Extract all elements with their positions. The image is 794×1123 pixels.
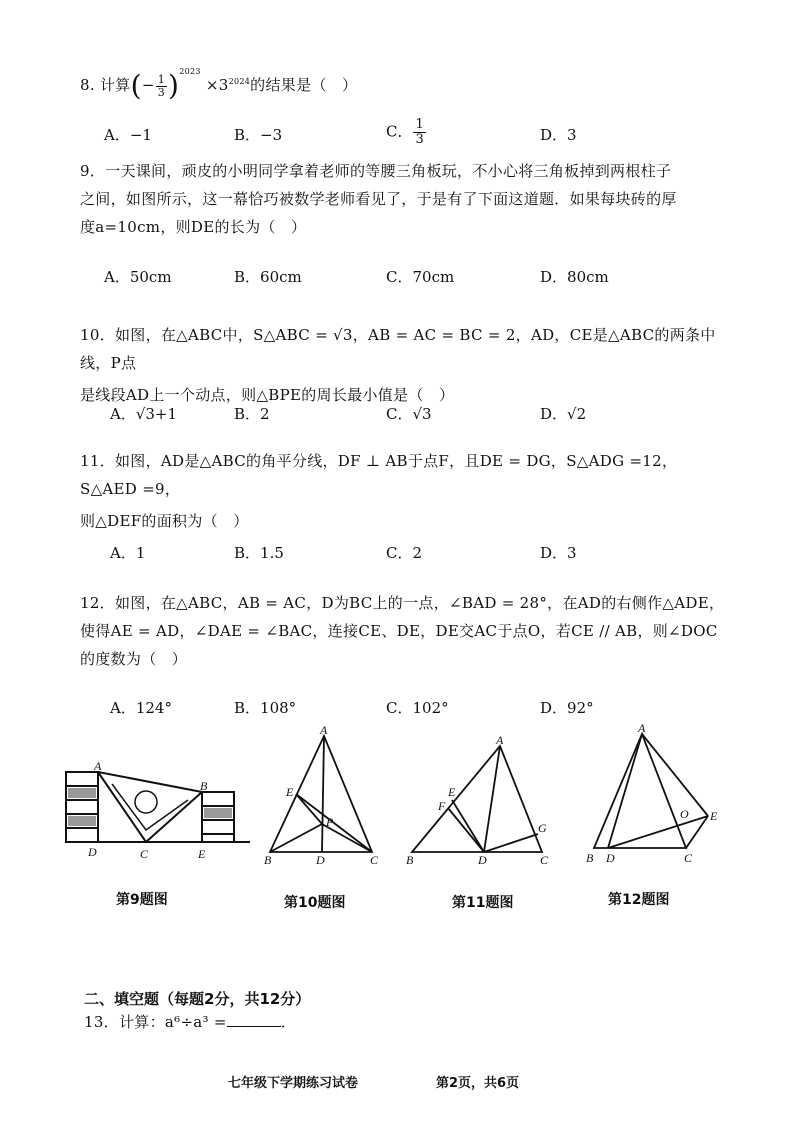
fig9-diagram: [66, 772, 250, 842]
fig11-label-a: A: [496, 733, 504, 747]
q11-stem: [80, 447, 730, 535]
q9-option-a[interactable]: A．50cm: [104, 268, 172, 286]
q9-option-c[interactable]: C．70cm: [386, 268, 455, 286]
fig12-labels: [586, 721, 718, 865]
q10-line2: 是线段AD上一个动点，则△BPE的周长最小值是（ ）: [80, 386, 455, 404]
q10-option-c[interactable]: C．√3: [386, 405, 432, 423]
fig11-label-c: C: [540, 853, 549, 867]
fig12-label-o: O: [680, 807, 689, 821]
q8-fraction: $\frac{1}{3}$: [157, 72, 166, 99]
fig12-diagram: [594, 734, 708, 848]
q8-exp1: 2023: [179, 67, 201, 76]
q12-line2: 使得AE = AD，∠DAE = ∠BAC，连接CE、DE，DE交AC于点O，若CE // AB，则∠DOC: [80, 622, 718, 640]
fig12-label-b: B: [586, 851, 594, 865]
fig11-labels: [406, 733, 549, 867]
section2-title: 二、填空题（每题2分，共12分）: [84, 990, 311, 1008]
fig12-label-a: A: [638, 721, 646, 735]
q11-option-b[interactable]: B．1.5: [234, 544, 284, 562]
q9-line3: 度a=10cm，则DE的长为（ ）: [80, 218, 307, 236]
q12-line3: 的度数为（ ）: [80, 650, 188, 668]
q9-option-b[interactable]: B．60cm: [234, 268, 302, 286]
q8-prefix: 8. 计算: [80, 76, 131, 94]
q13-stem: [84, 1008, 296, 1036]
q11-line2: 则△DEF的面积为（ ）: [80, 512, 249, 530]
q11-option-a[interactable]: A．1: [110, 544, 146, 562]
q11-option-d[interactable]: D．3: [540, 544, 577, 562]
q12-option-d[interactable]: D．92°: [540, 699, 594, 717]
q10-option-d[interactable]: D．√2: [540, 405, 587, 423]
q8-option-a[interactable]: A．−1: [104, 126, 152, 144]
fig9-left-column: [66, 772, 98, 842]
fig10-label-a: A: [320, 723, 328, 737]
q10-option-a[interactable]: A．√3+1: [110, 405, 178, 423]
q8-suffix: 的结果是（ ）: [250, 76, 358, 94]
footer-title: 七年级下学期练习试卷: [228, 1076, 359, 1091]
q10-option-b[interactable]: B．2: [234, 405, 270, 423]
q12-option-b[interactable]: B．108°: [234, 699, 297, 717]
fig12-label-d: D: [606, 851, 615, 865]
fig10-label-b: B: [264, 853, 272, 867]
q12-option-c[interactable]: C．102°: [386, 699, 449, 717]
fig10-label-p: P: [326, 815, 334, 829]
fig11-label-e: E: [448, 785, 456, 799]
fig11-label-b: B: [406, 853, 414, 867]
fig12-label-c: C: [684, 851, 693, 865]
fig12-label-e: E: [710, 809, 718, 823]
fig9-label-e: E: [198, 847, 206, 861]
fig9-caption: 第9题图: [116, 892, 168, 908]
fig9-label-c: C: [140, 847, 149, 861]
fig11-label-g: G: [538, 821, 547, 835]
q8-stem: 8. 计算(− $\frac{1}{3}$ )$^{2023} \times 3^{2024}$的结果是（ ）: [80, 67, 358, 102]
q12-line1: 12．如图，在△ABC，AB = AC，D为BC上的一点，∠BAD = 28°，在AD的右侧作△ADE，: [80, 594, 725, 612]
fig11-diagram: [412, 746, 542, 852]
fig10-label-d: D: [316, 853, 325, 867]
q9-option-d[interactable]: D．80cm: [540, 268, 609, 286]
q13-suffix: ．: [280, 1013, 297, 1031]
fig11-label-d: D: [478, 853, 487, 867]
fig9-label-b: B: [200, 779, 208, 793]
q9-line2: 之间，如图所示，这一幕恰巧被数学老师看见了，于是有了下面这道题．如果每块砖的厚: [80, 190, 677, 208]
q13-prefix: 13．计算：a⁶÷a³ =: [84, 1013, 227, 1031]
q12-stem: [80, 589, 740, 673]
q10-stem: [80, 321, 720, 409]
q8-times: ×3: [205, 76, 229, 94]
figures-row: [60, 720, 760, 870]
fig9-label-a: A: [94, 759, 102, 773]
fig10-caption: 第10题图: [284, 895, 346, 911]
q8-option-c[interactable]: C． $\frac{1}{3}$: [386, 117, 424, 147]
q11-line1: 11．如图，AD是△ABC的角平分线，DF ⊥ AB于点F，且DE = DG，S△ADG =12，S△AED =9，: [80, 452, 678, 498]
q8-exp2: 2024: [228, 77, 251, 86]
fig10-label-e: E: [286, 785, 294, 799]
fig11-caption: 第11题图: [452, 895, 514, 911]
fig11-label-f: F: [438, 799, 446, 813]
q8-option-b[interactable]: B．−3: [234, 126, 283, 144]
q9-stem: [80, 157, 720, 241]
fig9-label-d: D: [88, 845, 97, 859]
q9-line1: 9．一天课间，顽皮的小明同学拿着老师的等腰三角板玩，不小心将三角板掉到两根柱子: [80, 162, 672, 180]
fig12-caption: 第12题图: [608, 892, 670, 908]
q13-answer-blank[interactable]: [227, 1026, 281, 1027]
q8-option-d[interactable]: D．3: [540, 126, 577, 144]
q12-option-a[interactable]: A．124°: [110, 699, 172, 717]
footer-page: 第2页，共6页: [436, 1076, 520, 1091]
q10-line1: 10．如图，在△ABC中，S△ABC = √3，AB = AC = BC = 2，AD，CE是△ABC的两条中线，P点: [80, 326, 716, 372]
fig10-label-c: C: [370, 853, 379, 867]
q11-option-c[interactable]: C．2: [386, 544, 423, 562]
